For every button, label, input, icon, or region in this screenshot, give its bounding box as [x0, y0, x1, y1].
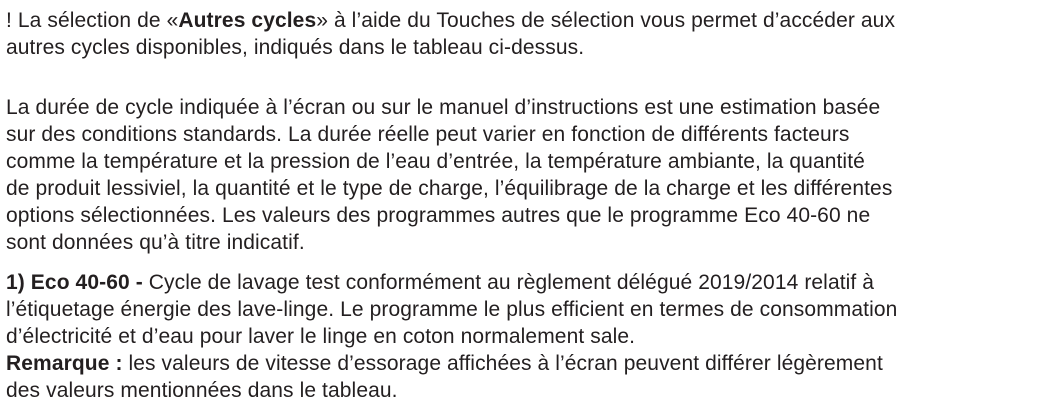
text-segment: les valeurs de vitesse d’essorage affichées à l’écran peuvent différer légèrement [122, 352, 883, 375]
text-segment: autres cycles disponibles, indiqués dans le tableau ci-dessus. [6, 36, 585, 59]
text-line [6, 34, 1060, 61]
text-segment: l’étiquetage énergie des lave-linge. Le programme le plus efficient en termes de consommation [6, 298, 898, 321]
text-segment: des valeurs mentionnées dans le tableau. [6, 379, 398, 402]
text-segment: sur des conditions standards. La durée réelle peut varier en fonction de différents facteurs [6, 123, 850, 146]
text-line [6, 202, 1060, 229]
text-line [6, 7, 1060, 34]
text-line [6, 296, 1060, 323]
text-line [6, 175, 1060, 202]
text-line [6, 269, 1060, 296]
paragraph-eco-40-60-note [6, 269, 1060, 404]
text-line [6, 94, 1060, 121]
bold-text-segment: 1) Eco 40-60 - [6, 271, 143, 294]
text-segment: options sélectionnées. Les valeurs des programmes autres que le programme Eco 40-60 ne [6, 204, 871, 227]
text-line [6, 229, 1060, 256]
text-line [6, 377, 1060, 404]
text-line [6, 148, 1060, 175]
text-line [6, 121, 1060, 148]
text-segment: de produit lessiviel, la quantité et le type de charge, l’équilibrage de la charge et les différentes [6, 177, 893, 200]
bold-text-segment: Remarque : [6, 352, 123, 375]
text-segment: La durée de cycle indiquée à l’écran ou sur le manuel d’instructions est une estimation basée [6, 96, 881, 119]
bold-text-segment: Autres cycles [178, 9, 317, 32]
text-segment: d’électricité et d’eau pour laver le linge en coton normalement sale. [6, 325, 636, 348]
text-segment: sont données qu’à titre indicatif. [6, 231, 305, 254]
paragraph-warning-note [6, 7, 1060, 61]
paragraph-cycle-duration-note [6, 94, 1060, 256]
text-segment: Cycle de lavage test conformément au règlement délégué 2019/2014 relatif à [142, 271, 875, 294]
text-line [6, 350, 1060, 377]
text-segment: ! La sélection de « [6, 9, 179, 32]
text-line [6, 323, 1060, 350]
text-segment: » à l’aide du Touches de sélection vous permet d’accéder aux [316, 9, 896, 32]
text-segment: comme la température et la pression de l’eau d’entrée, la température ambiante, la quantité [6, 150, 865, 173]
